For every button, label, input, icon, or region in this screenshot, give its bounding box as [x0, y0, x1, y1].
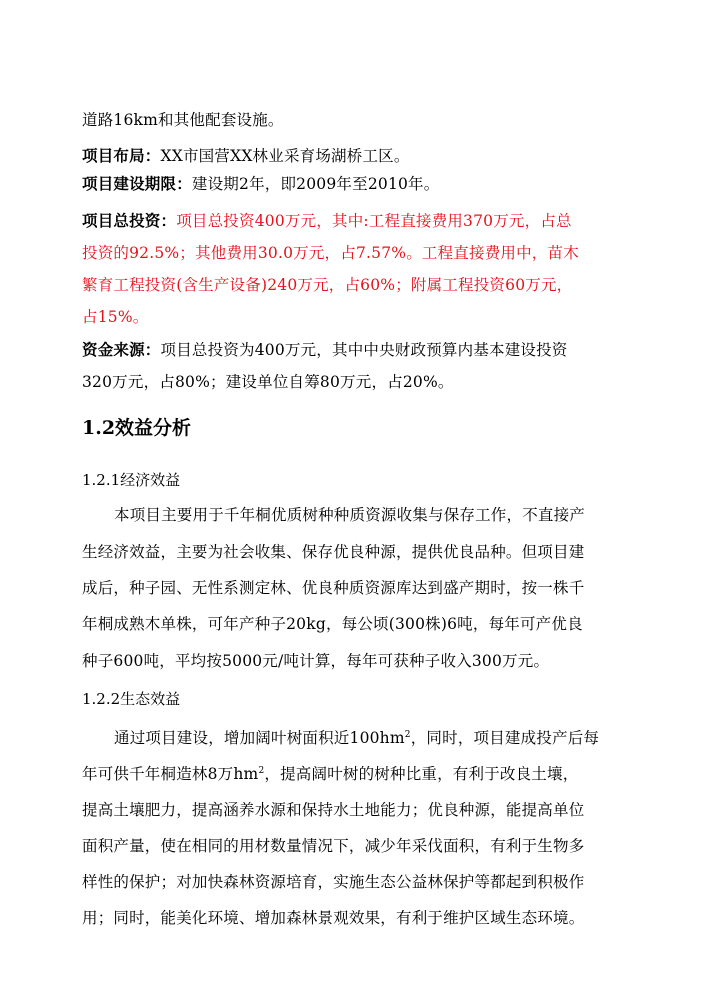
ecological-line-1-a: 通过项目建设，增加阔叶树面积近100hm — [114, 729, 405, 747]
investment-text-1: 项目总投资400万元，其中:工程直接费用370万元，占总 — [176, 212, 572, 230]
funding-line-1 — [82, 340, 622, 360]
funding-label: 资金来源： — [82, 340, 161, 359]
investment-line-3: 繁育工程投资(含生产设备)240万元，占60%；附属工程投资60万元， — [82, 276, 573, 294]
ecological-line-1-b: ，同时，项目建成投产后每 — [410, 729, 600, 747]
ecological-line-1 — [114, 728, 622, 748]
economic-line-1: 本项目主要用于千年桐优质树种种质资源收集与保存工作，不直接产 — [114, 506, 586, 524]
economic-line-4: 年桐成熟木单株，可年产种子20kg，每公顷(300株)6吨，每年可产优良 — [82, 615, 583, 633]
ecological-line-5: 样性的保护；对加快森林资源培育，实施生态公益林保护等都起到积极作 — [82, 873, 585, 891]
ecological-title: 1.2.2生态效益 — [82, 690, 181, 708]
economic-line-2: 生经济效益，主要为社会收集、保存优良种源，提供优良品种。但项目建 — [82, 543, 585, 561]
economic-title: 1.2.1经济效益 — [82, 471, 181, 489]
investment-label: 项目总投资： — [82, 211, 177, 230]
section-title: 1.2效益分析 — [82, 417, 192, 439]
funding-text-1: 项目总投资为400万元，其中中央财政预算内基本建设投资 — [160, 341, 568, 359]
project-period-text: 建设期2年，即2009年至2010年。 — [191, 175, 440, 193]
area-unit-superscript: 2 — [404, 729, 411, 740]
project-period-line — [82, 174, 622, 194]
ecological-line-2 — [82, 764, 622, 784]
investment-line-2: 投资的92.5%；其他费用30.0万元，占7.57%。工程直接费用中，苗木 — [82, 244, 579, 262]
ecological-line-3: 提高土壤肥力，提高涵养水源和保持水土地能力；优良种源，能提高单位 — [82, 801, 585, 819]
area-unit-superscript: 2 — [258, 765, 265, 776]
economic-line-5: 种子600吨，平均按5000元/吨计算，每年可获种子收入300万元。 — [82, 652, 550, 670]
project-layout-line — [82, 146, 622, 166]
project-layout-text: XX市国营XX林业采育场湖桥工区。 — [160, 147, 410, 165]
ecological-line-4: 面积产量，使在相同的用材数量情况下，减少年采伐面积，有利于生物多 — [82, 837, 585, 855]
funding-line-2: 320万元，占80%；建设单位自筹80万元，占20%。 — [82, 373, 454, 391]
investment-line-1 — [82, 211, 622, 231]
project-period-label: 项目建设期限： — [82, 174, 192, 193]
ecological-line-6: 用；同时，能美化环境、增加森林景观效果，有利于维护区域生态环境。 — [82, 909, 585, 927]
project-layout-label: 项目布局： — [82, 146, 161, 165]
road-line: 道路16km和其他配套设施。 — [82, 111, 284, 129]
investment-line-4: 占15%。 — [82, 308, 149, 326]
economic-line-3: 成后，种子园、无性系测定林、优良种质资源库达到盛产期时，按一株千 — [82, 579, 585, 597]
ecological-line-2-a: 年可供千年桐造林8万hm — [82, 765, 259, 783]
ecological-line-2-b: ，提高阔叶树的树种比重，有利于改良土壤， — [264, 765, 579, 783]
